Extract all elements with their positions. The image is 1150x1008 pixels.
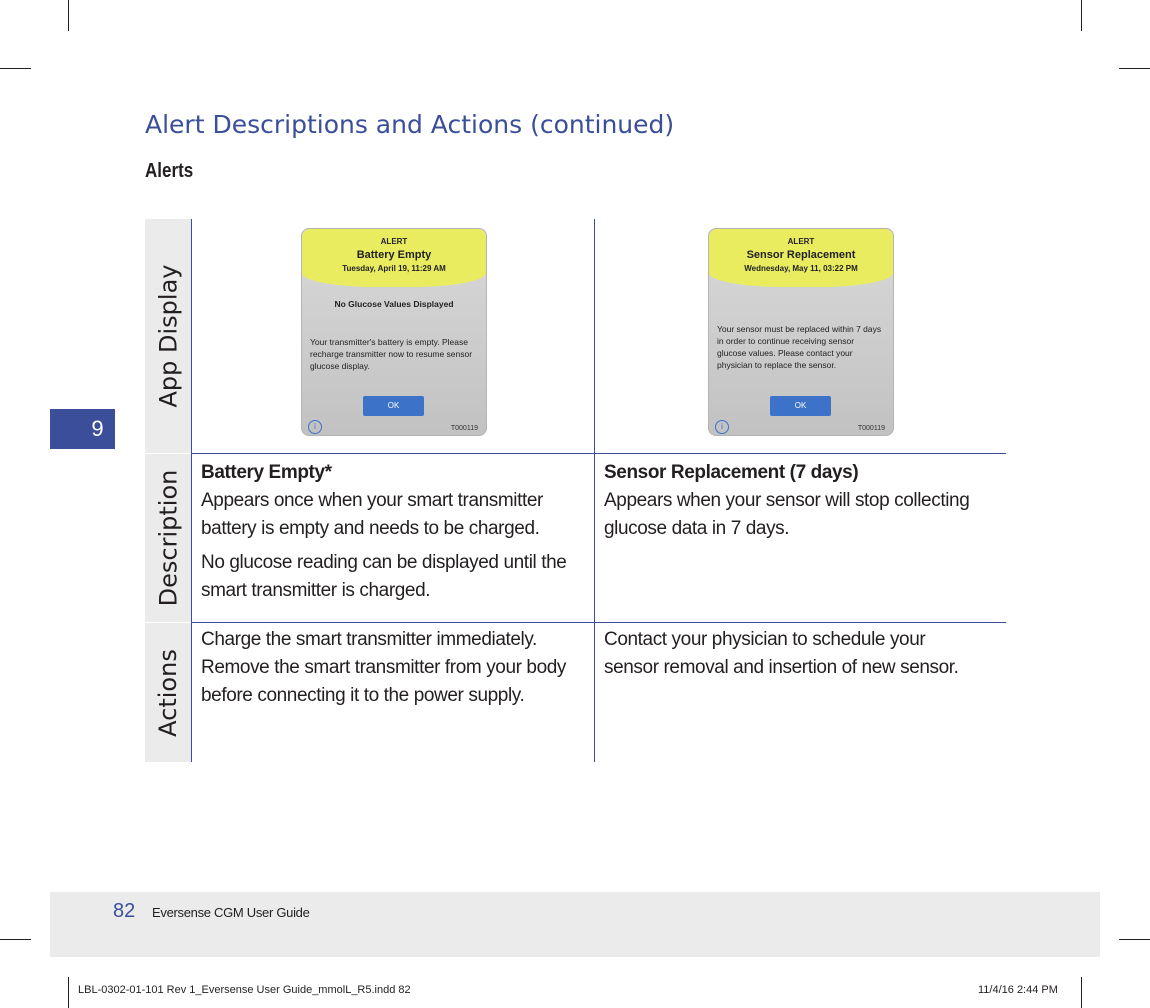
page-title [145, 110, 674, 139]
row-label-description: Description [145, 454, 191, 622]
description-cell-sensor [604, 459, 989, 549]
crop-mark [1119, 68, 1150, 69]
action-cell-battery [201, 626, 586, 716]
info-icon[interactable]: i [715, 420, 729, 434]
crop-mark [0, 939, 31, 940]
print-slug-date: 11/4/16 2:44 PM [978, 984, 1058, 996]
alert-ok-button[interactable]: OK [770, 396, 831, 416]
alert-subtitle: No Glucose Values Displayed [334, 299, 454, 309]
footer-band [50, 892, 1100, 957]
alert-date: Wednesday, May 11, 03:22 PM [744, 264, 858, 273]
alert-code: T000119 [450, 425, 478, 432]
description-text: No glucose reading can be displayed until the smart transmitter is charged. [201, 552, 567, 601]
table-divider [594, 219, 595, 762]
description-title: Sensor Replacement (7 days) [604, 462, 859, 483]
page-title-continued: (continued) [530, 110, 675, 139]
crop-mark [68, 977, 69, 1008]
table-divider [191, 219, 192, 762]
description-cell-battery [201, 459, 586, 611]
page-title-main: Alert Descriptions and Actions [145, 110, 523, 139]
alert-message: Your sensor must be replaced within 7 days in order to continue receiving sensor glucose values. Please contact your physician to replace the sensor. [717, 324, 882, 370]
description-text: Appears once when your smart transmitter battery is empty and needs to be charged. [201, 490, 543, 539]
table-divider [191, 622, 1006, 623]
crop-mark [68, 0, 69, 31]
chapter-tab: 9 [50, 409, 115, 449]
alert-header [302, 229, 486, 287]
crop-mark [1081, 0, 1082, 31]
table-divider [191, 453, 1006, 454]
action-cell-sensor [604, 626, 964, 688]
action-text: Contact your physician to schedule your sensor removal and insertion of new sensor. [604, 629, 959, 678]
alert-date: Tuesday, April 19, 11:29 AM [342, 264, 446, 273]
crop-mark [1081, 977, 1082, 1008]
row-label-actions: Actions [145, 623, 191, 762]
crop-mark [0, 68, 31, 69]
alert-tag: ALERT [380, 237, 408, 246]
alert-name: Sensor Replacement [746, 249, 856, 261]
print-slug-file: LBL-0302-01-101 Rev 1_Eversense User Guide_mmolL_R5.indd 82 [78, 984, 411, 996]
guide-name: Eversense CGM User Guide [152, 905, 310, 920]
battery-empty-alert-screen [301, 228, 487, 436]
alert-code: T000119 [857, 425, 885, 432]
alert-message: Your transmitter's battery is empty. Please recharge transmitter now to resume sensor glucose display. [310, 337, 473, 371]
description-text: Appears when your sensor will stop collecting glucose data in 7 days. [604, 490, 970, 539]
section-title: Alerts [145, 160, 194, 182]
alert-name: Battery Empty [356, 249, 432, 261]
info-icon[interactable]: i [308, 420, 322, 434]
crop-mark [1119, 939, 1150, 940]
sensor-replacement-alert-screen [708, 228, 894, 436]
alert-header [709, 229, 893, 287]
row-label-app-display: App Display [145, 219, 191, 453]
action-text: Charge the smart transmitter immediately. Remove the smart transmitter from your body before connecting it to the power supply. [201, 629, 567, 706]
page-number: 82 [113, 900, 136, 922]
alert-ok-button[interactable]: OK [363, 396, 424, 416]
alert-tag: ALERT [787, 237, 815, 246]
description-title: Battery Empty* [201, 462, 332, 483]
